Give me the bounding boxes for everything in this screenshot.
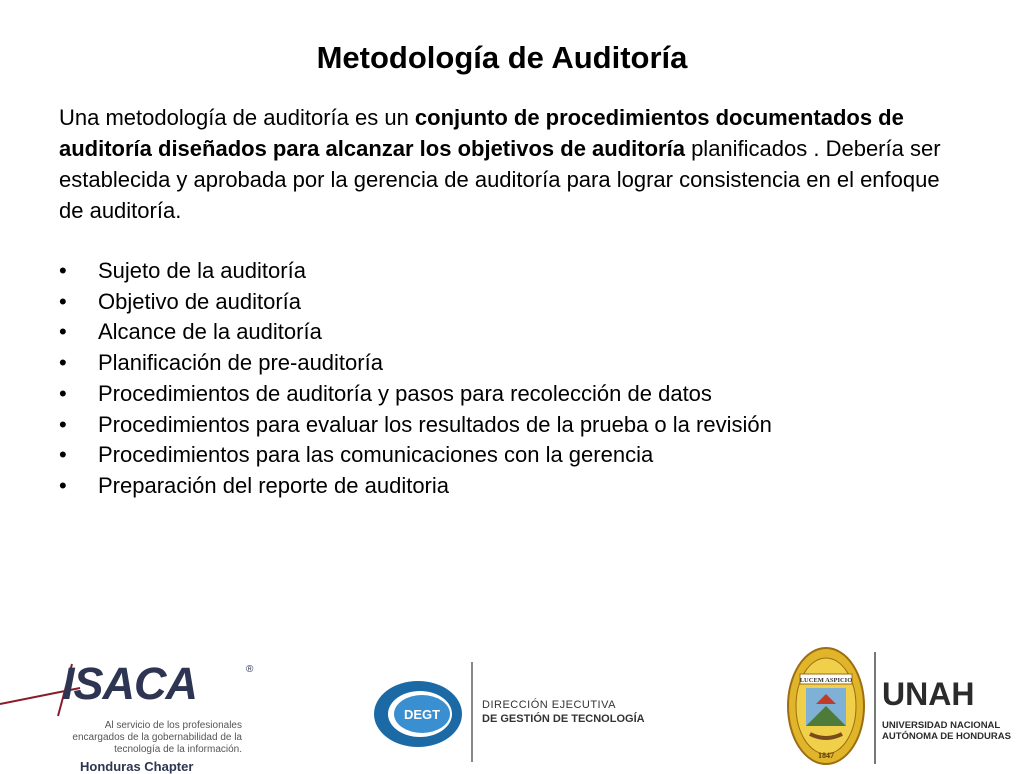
footer-logos <box>0 640 1024 774</box>
isaca-tagline-line: encargados de la gobernabilidad de la <box>72 732 242 743</box>
bullet-item <box>59 440 772 471</box>
bullet-text: Objetivo de auditoría <box>98 288 302 314</box>
bullet-icon: • <box>59 288 67 314</box>
unah-logo <box>784 644 1024 768</box>
unah-line-1: UNIVERSIDAD NACIONAL <box>882 720 1001 731</box>
bullet-item <box>59 471 772 502</box>
bullet-text: Procedimientos para evaluar los resultados de la prueba o la revisión <box>98 411 772 437</box>
degt-logo <box>372 662 672 766</box>
unah-wordmark: UNAH <box>882 676 975 712</box>
isaca-chapter: Honduras Chapter <box>80 759 194 774</box>
isaca-tagline-line: Al servicio de los profesionales <box>104 720 242 731</box>
isaca-tagline <box>2 720 242 756</box>
bullet-item <box>59 287 772 318</box>
degt-line-1: DIRECCIÓN EJECUTIVA <box>482 699 616 711</box>
bullet-item <box>59 410 772 441</box>
bullet-item <box>59 348 772 379</box>
degt-badge-text: DEGT <box>403 707 441 722</box>
degt-divider <box>471 662 473 762</box>
seal-year: 1847 <box>818 751 834 760</box>
seal-motto: LUCEM ASPICIO <box>799 677 853 684</box>
isaca-wordmark: ISACA <box>62 658 198 709</box>
bullet-list <box>59 256 772 502</box>
isaca-tagline-line: tecnología de la información. <box>114 744 242 755</box>
bullet-text: Planificación de pre-auditoría <box>98 350 383 376</box>
bullet-icon: • <box>59 380 67 406</box>
degt-badge-icon <box>372 678 464 750</box>
bullet-icon: • <box>59 411 67 437</box>
intro-text-bold: conjunto de procedimientos documentados de auditoría diseñados para alcanzar los objetivos de auditoría <box>59 105 904 161</box>
unah-seal-icon <box>784 644 868 768</box>
unah-fullname <box>882 720 1011 742</box>
degt-name <box>482 698 645 726</box>
bullet-icon: • <box>59 350 67 376</box>
intro-text-end: planificados . Debería ser establecida y aprobada por la gerencia de auditoría para lograr consistencia en el enfoque de auditoría. <box>59 136 941 223</box>
unah-line-2: AUTÓNOMA DE HONDURAS <box>882 731 1011 742</box>
bullet-text: Sujeto de la auditoría <box>98 258 306 283</box>
bullet-icon: • <box>59 258 67 283</box>
intro-text-start: Una metodología de auditoría es un <box>59 105 415 130</box>
registered-mark: ® <box>246 664 254 675</box>
bullet-text: Procedimientos de auditoría y pasos para recolección de datos <box>98 380 712 406</box>
bullet-icon: • <box>59 472 67 498</box>
intro-paragraph <box>59 102 959 226</box>
bullet-item <box>59 256 772 287</box>
degt-line-2: DE GESTIÓN DE TECNOLOGÍA <box>482 713 645 725</box>
bullet-text: Procedimientos para las comunicaciones con la gerencia <box>98 442 654 468</box>
bullet-icon: • <box>59 319 67 345</box>
bullet-item <box>59 379 772 410</box>
slide-title: Metodología de Auditoría <box>316 40 688 75</box>
unah-divider <box>874 652 876 764</box>
bullet-text: Preparación del reporte de auditoria <box>98 472 450 498</box>
bullet-item <box>59 317 772 348</box>
isaca-logo <box>0 650 270 774</box>
bullet-icon: • <box>59 442 67 468</box>
bullet-text: Alcance de la auditoría <box>98 319 322 345</box>
